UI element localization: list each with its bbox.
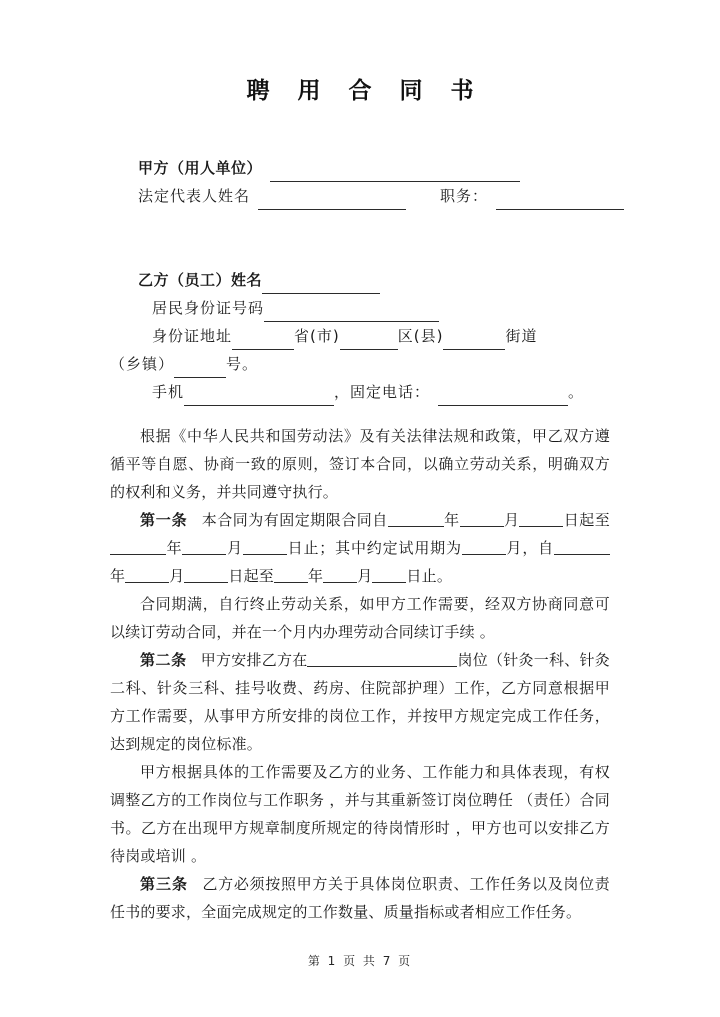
clause-3-number: 第三条 <box>140 874 188 893</box>
address-street-input[interactable] <box>443 332 505 350</box>
clause-3-paragraph <box>110 870 610 926</box>
clause-1-end-month-input[interactable] <box>182 539 226 555</box>
clause-1-start-year-input[interactable] <box>388 511 444 527</box>
party-b-name-input[interactable] <box>262 276 380 294</box>
address-town-prefix: （乡镇） <box>110 354 175 373</box>
clause-1-probation-start-year-input[interactable] <box>554 539 610 555</box>
clause-1-text-7: 日止；其中约定试用期为 <box>286 538 462 557</box>
clause-1-text-4: 日起至 <box>563 510 611 529</box>
address-street-suffix: 街道 <box>505 326 538 345</box>
address-district-suffix: 区(县) <box>397 326 444 345</box>
party-b-address-town-row <box>110 350 610 378</box>
page-title: 聘 用 合 同 书 <box>246 78 484 104</box>
clause-1-paragraph <box>110 506 610 590</box>
clause-1-probation-end-day-input[interactable] <box>372 567 406 583</box>
mobile-label: 手机 <box>152 382 185 401</box>
clause-3-text-1: 乙方必须按照甲方关于具体岗位职责、工作任务以及岗位责任书的要求，全面完成规定的工作数量、质量指标或者相应工作任务。 <box>110 874 610 921</box>
contract-parties-form <box>0 106 720 406</box>
party-a-legal-rep-label: 法定代表人姓名 <box>138 186 251 205</box>
address-district-input[interactable] <box>340 332 398 350</box>
address-province-input[interactable] <box>232 332 294 350</box>
clause-2-paragraph <box>110 646 610 758</box>
clause-1-end-day-input[interactable] <box>243 539 287 555</box>
party-a-name-row <box>110 154 610 182</box>
clause-1-text-13: 月 <box>357 566 373 585</box>
party-a-name-label: 甲方（用人单位） <box>138 158 263 177</box>
party-b-phone-row <box>110 378 610 406</box>
party-a-position-input[interactable] <box>496 192 624 210</box>
clause-2-position-input[interactable] <box>307 651 457 667</box>
clause-1-text-11: 日起至 <box>228 566 275 585</box>
clause-2-text-1: 甲方安排乙方在 <box>200 650 308 669</box>
clause-1-text-10: 月 <box>169 566 185 585</box>
clause-1-start-day-input[interactable] <box>519 511 563 527</box>
clause-1-probation-end-year-input[interactable] <box>274 567 308 583</box>
party-b-address-row <box>110 322 610 350</box>
clause-1-probation-end-month-input[interactable] <box>323 567 357 583</box>
renewal-paragraph: 合同期满，自行终止劳动关系，如甲方工作需要，经双方协商同意可以续订劳动合同，并在一个月内办理劳动合同续订手续 。 <box>110 594 610 641</box>
clause-2-number: 第二条 <box>140 650 187 669</box>
clause-1-text-1: 本合同为有固定期限合同自 <box>201 510 388 529</box>
clause-1-end-year-input[interactable] <box>110 539 166 555</box>
party-a-position-label: 职务： <box>440 186 489 205</box>
party-a-legal-rep-row <box>110 182 610 210</box>
landline-suffix: 。 <box>568 382 585 401</box>
clause-1-text-2: 年 <box>443 510 460 529</box>
clause-1-text-5: 年 <box>166 538 183 557</box>
clause-1-number: 第一条 <box>140 510 188 529</box>
contract-body <box>0 406 720 926</box>
address-province-suffix: 省(市) <box>294 326 340 345</box>
form-spacer <box>110 238 610 266</box>
party-a-legal-rep-input[interactable] <box>258 192 406 210</box>
address-number-suffix: 号。 <box>226 354 259 373</box>
clause-1-text-14: 日止。 <box>406 566 453 585</box>
clause-1-probation-start-month-input[interactable] <box>125 567 169 583</box>
clause-1-text-6: 月 <box>226 538 243 557</box>
page-footer: 第 1 页 共 7 页 <box>307 954 413 968</box>
party-b-name-row <box>110 266 610 294</box>
party-b-address-label: 身份证地址 <box>152 326 233 345</box>
clause-1-text-9: 年 <box>110 566 126 585</box>
clause-2-text-2: 岗位（针灸一科、针灸二科、针灸三科、挂号收费、药房、住院部护理）工作，乙方同意根据甲方工作需要，从事甲方所安排的岗位工作，并按甲方规定完成工作任务，达到规定的岗位标准。 <box>110 650 610 753</box>
phone-separator: ， <box>334 382 351 401</box>
form-spacer <box>110 210 610 238</box>
party-b-id-label: 居民身份证号码 <box>152 298 265 317</box>
clause-1-text-12: 年 <box>308 566 324 585</box>
landline-input[interactable] <box>438 388 568 406</box>
position-adjustment-paragraph: 甲方根据具体的工作需要及乙方的业务、工作能力和具体表现，有权调整乙方的工作岗位与工作职务 ，并与其重新签订岗位聘任 （责任）合同书。乙方在出现甲方规章制度所规定的待岗情形时 ，甲方也可以安排乙方待岗或培训 。 <box>110 762 610 865</box>
address-number-input[interactable] <box>174 360 226 378</box>
party-b-id-input[interactable] <box>264 304 439 322</box>
clause-1-text-3: 月 <box>503 510 520 529</box>
preamble-paragraph: 根据《中华人民共和国劳动法》及有关法律法规和政策，甲乙双方遵循平等自愿、协商一致的原则，签订本合同，以确立劳动关系，明确双方的权利和义务，并共同遵守执行。 <box>110 426 610 501</box>
landline-label: 固定电话： <box>350 382 431 401</box>
mobile-input[interactable] <box>184 388 334 406</box>
clause-1-text-8: 月，自 <box>505 538 555 557</box>
party-b-name-label: 乙方（员工）姓名 <box>138 270 263 289</box>
party-a-name-input[interactable] <box>270 164 520 182</box>
party-b-id-row <box>110 294 610 322</box>
clause-1-probation-start-day-input[interactable] <box>184 567 228 583</box>
clause-1-probation-months-input[interactable] <box>462 539 506 555</box>
clause-1-start-month-input[interactable] <box>460 511 504 527</box>
